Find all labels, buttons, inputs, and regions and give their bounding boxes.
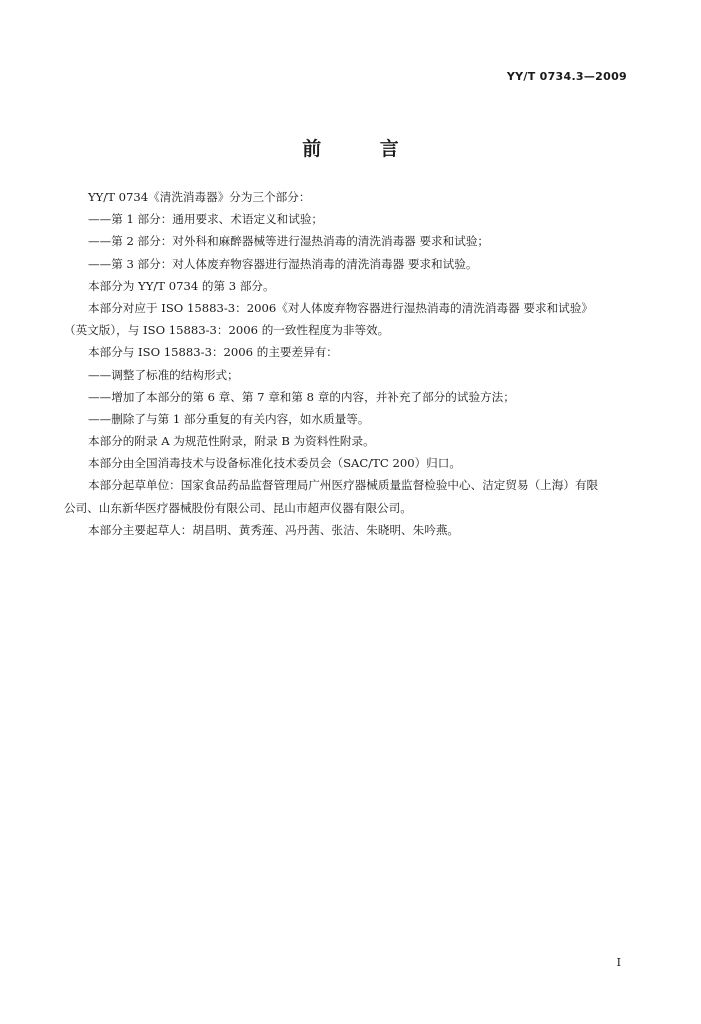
list-item: ——增加了本部分的第 6 章、第 7 章和第 8 章的内容，并补充了部分的试验方法； [88, 389, 515, 404]
list-item: ——第 3 部分：对人体废弃物容器进行湿热消毒的清洗消毒器 要求和试验。 [88, 256, 478, 271]
paragraph-line: 本部分与 ISO 15883-3：2006 的主要差异有： [88, 345, 338, 360]
paragraph-line: （英文版），与 ISO 15883-3：2006 的一致性程度为非等效。 [64, 323, 390, 338]
paragraph-line: 本部分对应于 ISO 15883-3：2006《对人体废弃物容器进行湿热消毒的清洗消毒器 要求和试验》 [88, 300, 593, 315]
paragraph-line: 公司、山东新华医疗器械股份有限公司、昆山市超声仪器有限公司。 [64, 500, 412, 515]
list-item: ——调整了标准的结构形式； [88, 367, 239, 382]
standard-code: YY/T 0734.3—2009 [506, 70, 627, 83]
paragraph-line: 本部分主要起草人：胡昌明、黄秀莲、冯丹茜、张洁、朱晓明、朱吟燕。 [88, 522, 460, 537]
paragraph-line: 本部分的附录 A 为规范性附录，附录 B 为资料性附录。 [88, 434, 375, 449]
page-title: 前 言 [302, 138, 425, 160]
list-item: ——第 2 部分：对外科和麻醉器械等进行湿热消毒的清洗消毒器 要求和试验； [88, 234, 490, 249]
paragraph-line: 本部分由全国消毒技术与设备标准化技术委员会（SAC/TC 200）归口。 [88, 456, 461, 471]
page-number: I [616, 956, 621, 969]
list-item: ——第 1 部分：通用要求、术语定义和试验； [88, 212, 324, 227]
paragraph-line: YY/T 0734《清洗消毒器》分为三个部分： [88, 190, 311, 204]
paragraph-line: 本部分为 YY/T 0734 的第 3 部分。 [88, 278, 275, 293]
list-item: ——删除了与第 1 部分重复的有关内容，如水质量等。 [88, 411, 370, 426]
foreword-body [64, 186, 642, 541]
paragraph-line: 本部分起草单位：国家食品药品监督管理局广州医疗器械质量监督检验中心、洁定贸易（上海）有限 [88, 478, 599, 493]
